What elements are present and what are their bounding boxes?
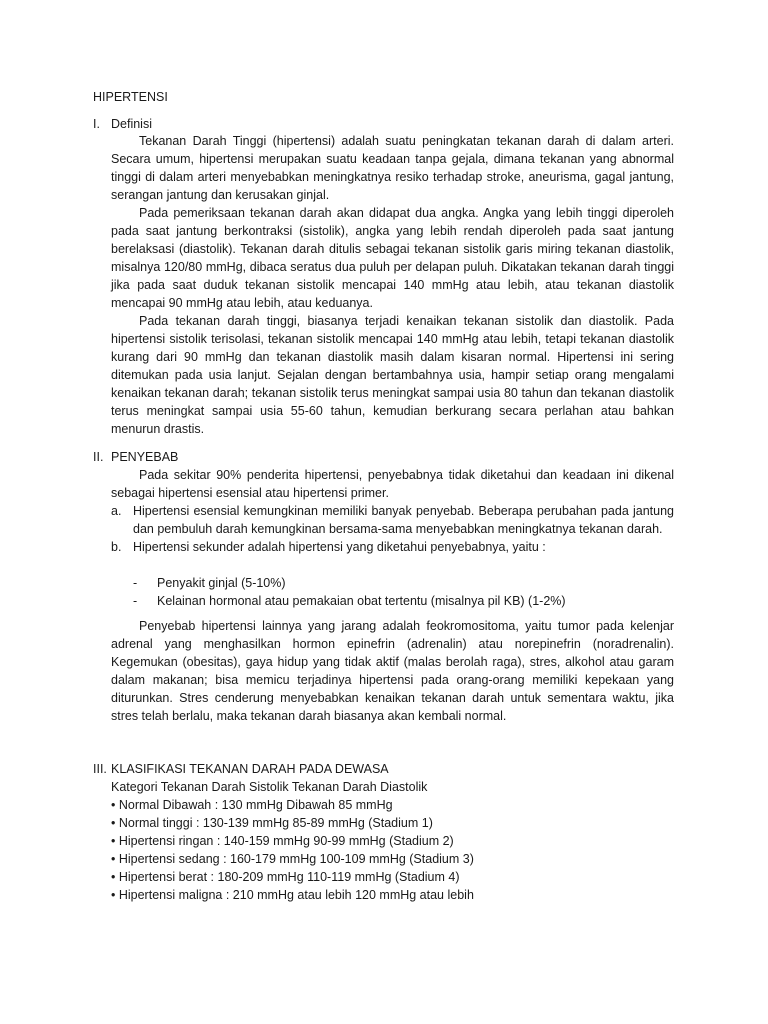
list-item-text: Hipertensi sekunder adalah hipertensi yang diketahui penyebabnya, yaitu : — [133, 540, 546, 554]
section-heading-definisi — [93, 115, 152, 133]
section-heading-penyebab — [93, 448, 178, 466]
sub-list-item — [133, 592, 674, 610]
document-title: HIPERTENSI — [93, 90, 168, 104]
list-item-text: Penyakit ginjal (5-10%) — [157, 576, 286, 590]
definisi-body — [111, 132, 674, 438]
section-number: III. — [93, 762, 107, 776]
section-heading-klasifikasi — [93, 760, 389, 778]
paragraph: Penyebab hipertensi lainnya yang jarang adalah feokromositoma, yaitu tumor pada kelenjar adrenal yang menghasilkan hormon epinefrin (adrenalin) atau norepinefrin (noradrenalin). Kegemukan (obesitas), gaya hidup yang tidak aktif (malas berolah raga), stres, alkohol atau garam dalam makanan; bisa memicu terjadinya hipertensi pada orang-orang memiliki kepekaan yang diturunkan. Stres cenderung menyebabkan kenaikan tekanan darah untuk sementara waktu, jika stres telah berlalu, maka tekanan darah biasanya akan kembali normal. — [111, 619, 674, 723]
section-number: II. — [93, 450, 104, 464]
paragraph: Pada tekanan darah tinggi, biasanya terjadi kenaikan tekanan sistolik dan diastolik. Pada hipertensi sistolik terisolasi, tekanan sistolik mencapai 140 mmHg atau lebih, tetapi tekanan diastolik kurang dari 90 mmHg dan tekanan diastolik masih dalam kisaran normal. Hipertensi ini sering ditemukan pada usia lanjut. Sejalan dengan bertambahnya usia, hampir setiap orang mengalami kenaikan tekanan darah; tekanan sistolik terus meningkat sampai usia 80 tahun dan tekanan diastolik terus meningkat sampai usia 55-60 tahun, kemudian berkurang secara perlahan atau bahkan menurun drastis. — [111, 314, 674, 436]
penyebab-sublist — [133, 574, 674, 610]
klasifikasi-row: • Normal Dibawah : 130 mmHg Dibawah 85 mmHg — [111, 798, 393, 812]
penyebab-closing — [111, 617, 674, 725]
section-number: I. — [93, 117, 100, 131]
section-title: PENYEBAB — [111, 450, 179, 464]
list-item — [111, 502, 674, 538]
list-marker: - — [133, 594, 138, 608]
list-marker: a. — [111, 504, 122, 518]
paragraph: Tekanan Darah Tinggi (hipertensi) adalah suatu peningkatan tekanan darah di dalam arteri. Secara umum, hipertensi merupakan suatu keadaan tanpa gejala, dimana tekanan yang abnormal tinggi di dalam arteri menyebabkan meningkatnya resiko terhadap stroke, aneurisma, gagal jantung, serangan jantung dan kerusakan ginjal. — [111, 134, 674, 202]
klasifikasi-row: • Hipertensi ringan : 140-159 mmHg 90-99 mmHg (Stadium 2) — [111, 834, 454, 848]
list-item-text: Hipertensi esensial kemungkinan memiliki banyak penyebab. Beberapa perubahan pada jantung dan pembuluh darah kemungkinan bersama-sama menyebabkan meningkatnya tekanan darah. — [133, 504, 674, 536]
section-title: Definisi — [111, 117, 152, 131]
paragraph: Pada pemeriksaan tekanan darah akan didapat dua angka. Angka yang lebih tinggi diperoleh pada saat jantung berkontraksi (sistolik), angka yang lebih rendah diperoleh pada saat jantung berelaksasi (diastolik). Tekanan darah ditulis sebagai tekanan sistolik garis miring tekanan diastolik, misalnya 120/80 mmHg, dibaca seratus dua puluh per delapan puluh. Dikatakan tekanan darah tinggi jika pada saat duduk tekanan sistolik mencapai 140 mmHg atau lebih, atau tekanan diastolik mencapai 90 mmHg atau lebih, atau keduanya. — [111, 206, 674, 310]
penyebab-list — [111, 502, 674, 556]
list-item — [111, 538, 674, 556]
klasifikasi-row: • Hipertensi maligna : 210 mmHg atau lebih 120 mmHg atau lebih — [111, 888, 474, 902]
klasifikasi-row: • Hipertensi berat : 180-209 mmHg 110-119 mmHg (Stadium 4) — [111, 870, 460, 884]
list-marker: - — [133, 576, 138, 590]
list-marker: b. — [111, 540, 122, 554]
klasifikasi-list — [111, 778, 674, 904]
penyebab-intro — [111, 466, 674, 502]
sub-list-item — [133, 574, 674, 592]
list-item-text: Kelainan hormonal atau pemakaian obat tertentu (misalnya pil KB) (1-2%) — [157, 594, 566, 608]
klasifikasi-row: • Hipertensi sedang : 160-179 mmHg 100-109 mmHg (Stadium 3) — [111, 852, 474, 866]
section-title: KLASIFIKASI TEKANAN DARAH PADA DEWASA — [111, 762, 389, 776]
klasifikasi-row: • Normal tinggi : 130-139 mmHg 85-89 mmHg (Stadium 1) — [111, 816, 433, 830]
klasifikasi-header: Kategori Tekanan Darah Sistolik Tekanan Darah Diastolik — [111, 780, 428, 794]
paragraph: Pada sekitar 90% penderita hipertensi, penyebabnya tidak diketahui dan keadaan ini dikenal sebagai hipertensi esensial atau hipertensi primer. — [111, 468, 674, 500]
